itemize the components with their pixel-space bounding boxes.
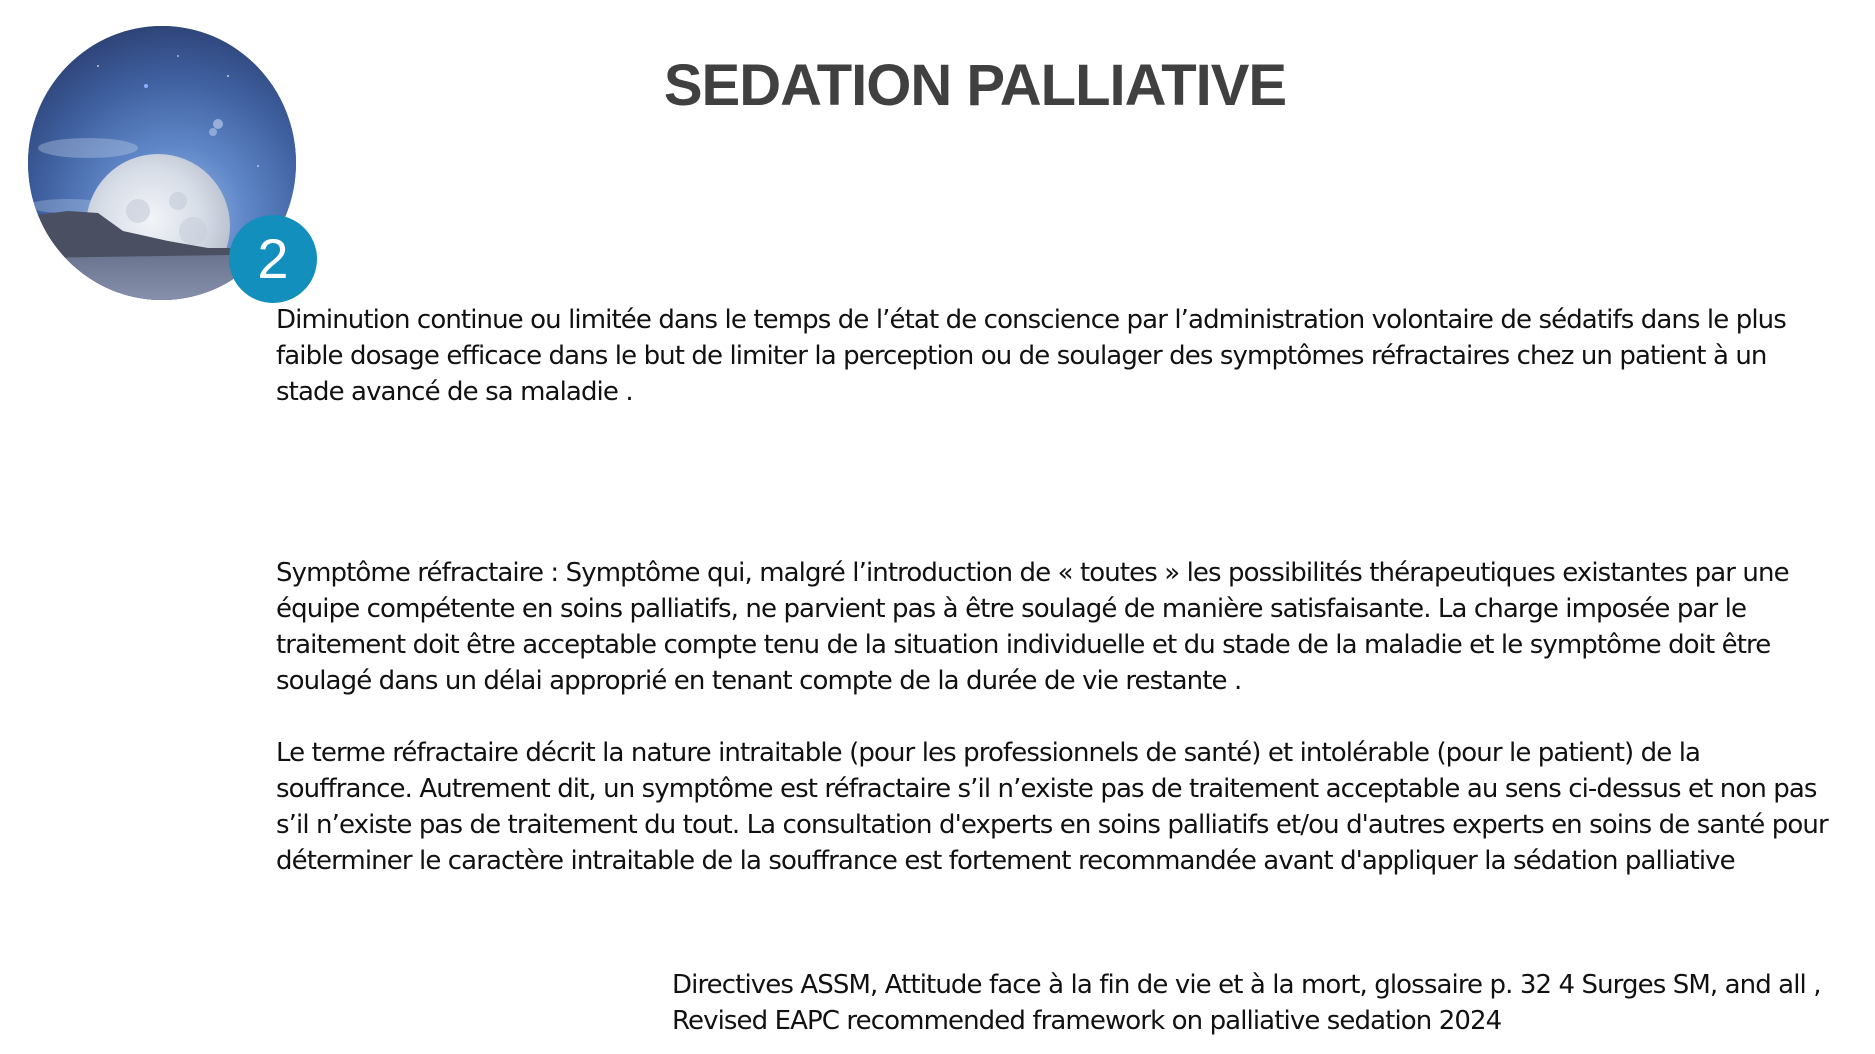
term-explanation-paragraph: Le terme réfractaire décrit la nature intraitable (pour les professionnels de santé) et intolérable (pour le patient) de la souffrance. Autrement dit, un symptôme est réfractaire s’il n’existe pas de traitement acceptable au sens ci-dessus et non pas s’il n’existe pas de traitement du tout. La consultation d'experts en soins palliatifs et/ou d'autres experts en soins de santé pour déterminer le caractère intraitable de la souffrance est fortement recommandée avant d'appliquer la sédation palliative bbox=[276, 738, 1828, 876]
definition-paragraph: Diminution continue ou limitée dans le temps de l’état de conscience par l’administration volontaire de sédatifs dans le plus faible dosage efficace dans le but de limiter la perception ou de soulager des symptômes réfractaires chez un patient à un stade avancé de sa maladie . bbox=[276, 305, 1786, 407]
slide-title: SEDATION PALLIATIVE bbox=[663, 53, 1287, 118]
refractory-symptom-paragraph: Symptôme réfractaire : Symptôme qui, malgré l’introduction de « toutes » les possibilités thérapeutiques existantes par une équipe compétente en soins palliatifs, ne parvient pas à être soulagé de manière satisfaisante. La charge imposée par le traitement doit être acceptable compte tenu de la situation individuelle et du stade de la maladie et le symptôme doit être soulagé dans un délai approprié en tenant compte de la durée de vie restante . bbox=[276, 558, 1789, 696]
source-citation: Directives ASSM, Attitude face à la fin de vie et à la mort, glossaire p. 32 4 Surges SM, and all , Revised EAPC recommended framework on palliative sedation 2024 bbox=[672, 970, 1821, 1036]
step-number-badge: 2 bbox=[229, 215, 317, 303]
